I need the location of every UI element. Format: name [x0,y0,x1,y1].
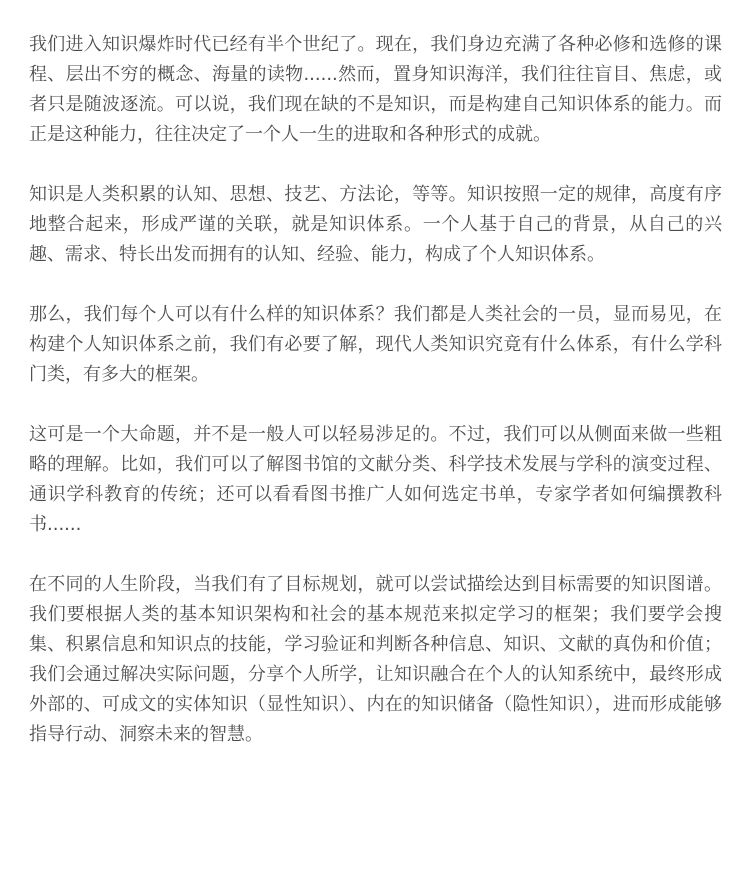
paragraph-1: 我们进入知识爆炸时代已经有半个世纪了。现在，我们身边充满了各种必修和选修的课程、层出不穷的概念、海量的读物......然而，置身知识海洋，我们往往盲目、焦虑，或者只是随波逐流。可以说，我们现在缺的不是知识，而是构建自己知识体系的能力。而正是这种能力，往往决定了一个人一生的进取和各种形式的成就。 [29,34,722,145]
paragraph-2: 知识是人类积累的认知、思想、技艺、方法论，等等。知识按照一定的规律，高度有序地整合起来，形成严谨的关联，就是知识体系。一个人基于自己的背景，从自己的兴趣、需求、特长出发而拥有的认知、经验、能力，构成了个人知识体系。 [29,184,722,265]
article-body [29,30,722,750]
paragraph-4: 这可是一个大命题，并不是一般人可以轻易涉足的。不过，我们可以从侧面来做一些粗略的理解。比如，我们可以了解图书馆的文献分类、科学技术发展与学科的演变过程、通识学科教育的传统；还可以看看图书推广人如何选定书单，专家学者如何编撰教科书...... [29,424,722,535]
paragraph-5: 在不同的人生阶段，当我们有了目标规划，就可以尝试描绘达到目标需要的知识图谱。我们要根据人类的基本知识架构和社会的基本规范来拟定学习的框架；我们要学会搜集、积累信息和知识点的技能，学习验证和判断各种信息、知识、文献的真伪和价值；我们会通过解决实际问题，分享个人所学，让知识融合在个人的认知系统中，最终形成外部的、可成文的实体知识（显性知识）、内在的知识储备（隐性知识），进而形成能够指导行动、洞察未来的智慧。 [29,574,722,745]
paragraph-3: 那么，我们每个人可以有什么样的知识体系？我们都是人类社会的一员，显而易见，在构建个人知识体系之前，我们有必要了解，现代人类知识究竟有什么体系，有什么学科门类，有多大的框架。 [29,304,722,385]
